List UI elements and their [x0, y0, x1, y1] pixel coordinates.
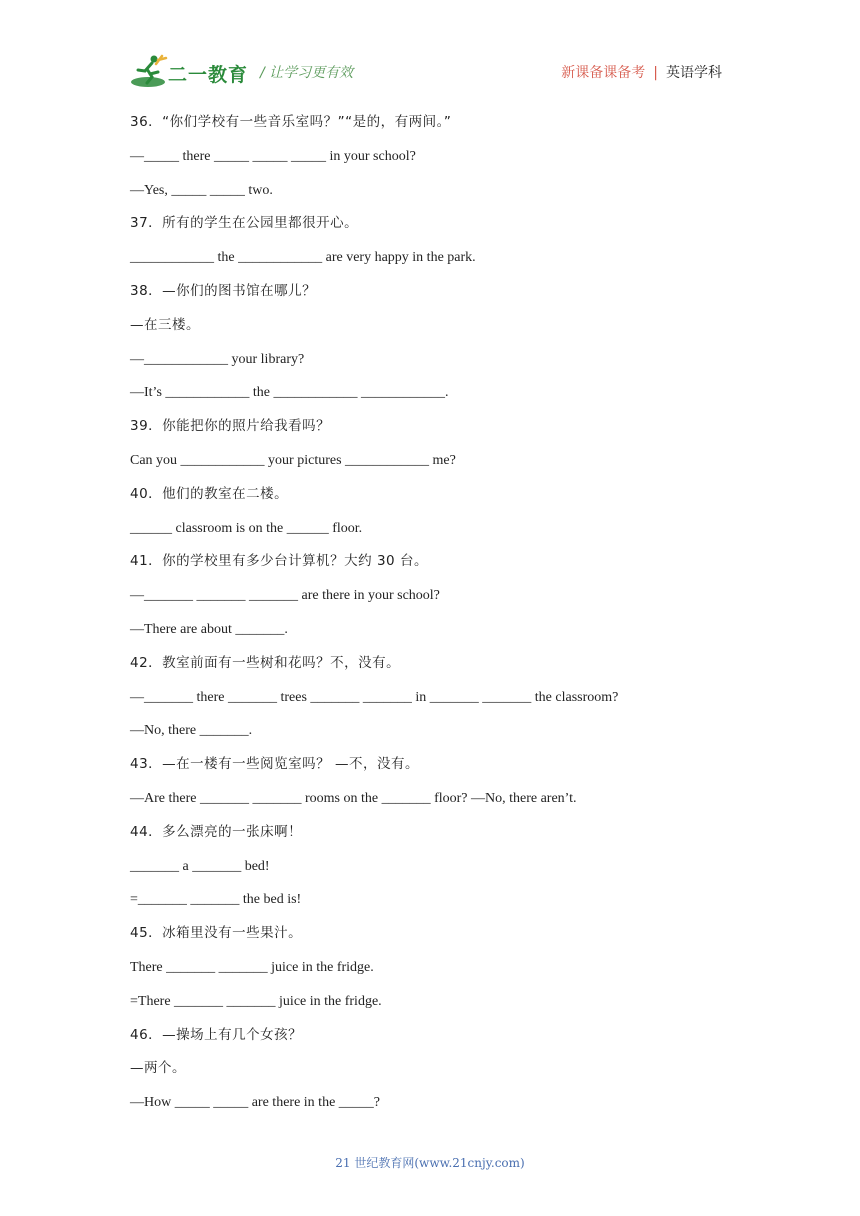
exercise-content: [130, 106, 770, 1120]
answer-line: =There _______ _______ juice in the fridge.: [130, 993, 382, 1009]
answer-line: —_____ there _____ _____ _____ in your school?: [130, 148, 416, 164]
question-prompt: 39．你能把你的照片给我看吗？: [130, 418, 331, 435]
answer-line: —Yes, _____ _____ two.: [130, 182, 273, 198]
question-prompt: 44．多么漂亮的一张床啊！: [130, 823, 303, 840]
header-subject: 英语学科: [666, 65, 722, 81]
answer-line: —_______ _______ _______ are there in your school?: [130, 588, 440, 604]
answer-line: —No, there _______.: [130, 723, 253, 739]
question-prompt: 46．—操场上有几个女孩？: [130, 1026, 303, 1043]
slogan: / 让学习更有效: [260, 65, 354, 81]
question-prompt: 43．—在一楼有一些阅览室吗？ —不，没有。: [130, 756, 419, 773]
question-prompt: 45．冰箱里没有一些果汁。: [130, 925, 303, 942]
question-prompt: 40．他们的教室在二楼。: [130, 485, 289, 502]
header-right: [561, 62, 722, 82]
question-prompt: 41．你的学校里有多少台计算机？大约 30 台。: [130, 553, 428, 570]
answer-line: —There are about _______.: [130, 621, 288, 637]
answer-line: There _______ _______ juice in the fridge.: [130, 959, 374, 975]
logo: [130, 52, 250, 92]
logo-text: 二一教育: [168, 64, 249, 86]
answer-line: —It’s ____________ the ____________ ____________.: [130, 385, 449, 401]
runner-logo-icon: [130, 52, 168, 92]
answer-line: —How _____ _____ are there in the _____?: [130, 1095, 380, 1111]
answer-line: —_______ there _______ trees _______ _______ in _______ _______ the classroom?: [130, 689, 619, 705]
question-prompt: 36．“你们学校有一些音乐室吗？”“是的，有两间。”: [130, 114, 452, 130]
question-prompt: 37．所有的学生在公园里都很开心。: [130, 215, 359, 232]
question-prompt: 42．教室前面有一些树和花吗？不，没有。: [130, 654, 401, 671]
page-footer: 21 世纪教育网(www.21cnjy.com): [335, 1156, 525, 1170]
answer-line: =_______ _______ the bed is!: [130, 892, 302, 908]
header-category: 新课备课备考: [561, 65, 646, 81]
header-separator: |: [653, 65, 658, 81]
answer-line: _______ a _______ bed!: [130, 858, 270, 874]
question-prompt: —在三楼。: [130, 316, 200, 333]
question-prompt: 38．—你们的图书馆在哪儿？: [130, 282, 317, 299]
answer-line: Can you ____________ your pictures ____________ me?: [130, 452, 456, 468]
answer-line: ______ classroom is on the ______ floor.: [130, 520, 363, 536]
answer-line: ____________ the ____________ are very happy in the park.: [130, 250, 476, 266]
page-header: [130, 52, 730, 92]
question-prompt: —两个。: [130, 1060, 186, 1077]
answer-line: —____________ your library?: [130, 351, 305, 367]
answer-line: —Are there _______ _______ rooms on the _______ floor? —No, there aren’t.: [130, 790, 577, 806]
